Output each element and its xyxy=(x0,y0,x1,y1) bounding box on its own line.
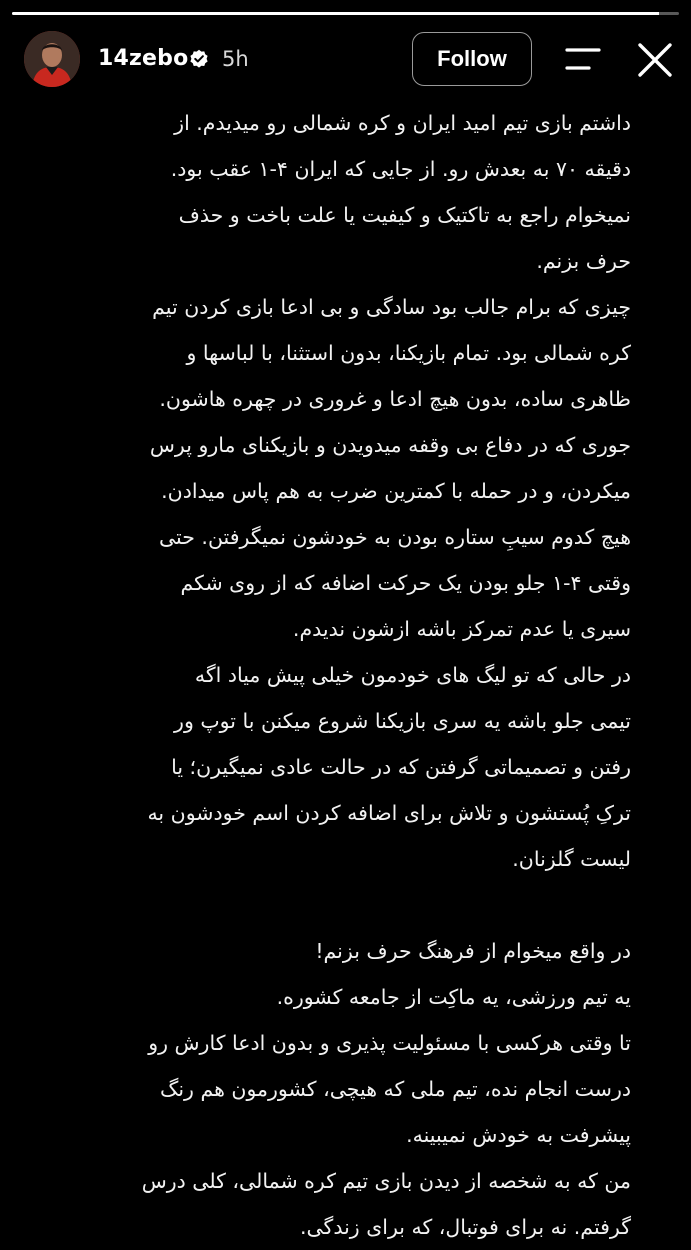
story-text-line: هیچ کدوم سیبِ ستاره بودن به خودشون نمیگرفتن. حتی xyxy=(158,525,631,549)
story-text-line: ترکِ پُستشون و تلاش برای اضافه کردن اسم خودشون به xyxy=(147,801,631,825)
story-text-line: حرف بزنم. xyxy=(536,249,631,273)
story-text-line: تیمی جلو باشه یه سری بازیکنا شروع میکنن با توپ ور xyxy=(174,709,631,733)
story-text-line: در حالی که تو لیگ های خودمون خیلی پیش میاد اگه xyxy=(194,663,631,687)
avatar-person-icon xyxy=(24,31,80,87)
story-text-line: کره شمالی بود. تمام بازیکنا، بدون استثنا، با لباسها و xyxy=(186,341,631,365)
story-text-line: پیشرفت به خودش نمیبینه. xyxy=(406,1123,631,1147)
story-text-line: رفتن و تصمیماتی گرفتن که در حالت عادی نمیگیرن؛ یا xyxy=(171,755,631,779)
story-text-body xyxy=(60,100,631,1250)
story-header xyxy=(0,30,691,92)
close-icon[interactable] xyxy=(636,41,674,79)
story-text-line: دقیقه ۷۰ به بعدش رو. از جایی که ایران ۴-۱ عقب بود. xyxy=(170,157,631,181)
story-text-line: جوری که در دفاع بی وقفه میدویدن و بازیکنای مارو پرس xyxy=(149,433,631,457)
menu-icon[interactable] xyxy=(563,43,603,75)
story-text-line: داشتم بازی تیم امید ایران و کره شمالی رو میدیدم. از xyxy=(174,111,631,135)
paragraph-gap xyxy=(60,882,631,928)
story-text-line: تا وقتی هرکسی با مسئولیت پذیری و بدون ادعا کارش رو xyxy=(148,1031,631,1055)
verified-badge-icon xyxy=(189,49,209,69)
story-paragraph xyxy=(60,100,631,882)
story-text-line: وقتی ۴-۱ جلو بودن یک حرکت اضافه که از روی شکم xyxy=(180,571,631,595)
story-text-line: سیری یا عدم تمرکز باشه ازشون ندیدم. xyxy=(292,617,631,641)
story-progress-bar xyxy=(12,12,679,15)
story-timestamp: 5h xyxy=(222,47,249,71)
follow-button[interactable]: Follow xyxy=(412,32,532,86)
story-paragraph xyxy=(60,928,631,1250)
story-text-line: درست انجام نده، تیم ملی که هیچی، کشورمون هم رنگ xyxy=(159,1077,631,1101)
story-username[interactable]: 14zebo xyxy=(98,46,189,71)
story-text-line: چیزی که برام جالب بود سادگی و بی ادعا بازی کردن تیم xyxy=(152,295,631,319)
story-text-line: گرفتم. نه برای فوتبال، که برای زندگی. xyxy=(299,1215,631,1239)
story-progress-fill xyxy=(12,12,659,15)
story-text-line: لیست گلزنان. xyxy=(512,847,631,871)
story-text-line: نمیخوام راجع به تاکتیک و کیفیت یا علت باخت و حذف xyxy=(178,203,631,227)
avatar[interactable] xyxy=(24,31,80,87)
story-text-line: یه تیم ورزشی، یه ماکِت از جامعه کشوره. xyxy=(276,985,631,1009)
story-text-line: ظاهری ساده، بدون هیچ ادعا و غروری در چهره هاشون. xyxy=(159,387,631,411)
story-text-line: در واقع میخوام از فرهنگ حرف بزنم! xyxy=(315,939,631,963)
story-text-line: میکردن، و در حمله با کمترین ضرب به هم پاس میدادن. xyxy=(161,479,631,503)
story-text-line: من که به شخصه از دیدن بازی تیم کره شمالی، کلی درس xyxy=(141,1169,631,1193)
